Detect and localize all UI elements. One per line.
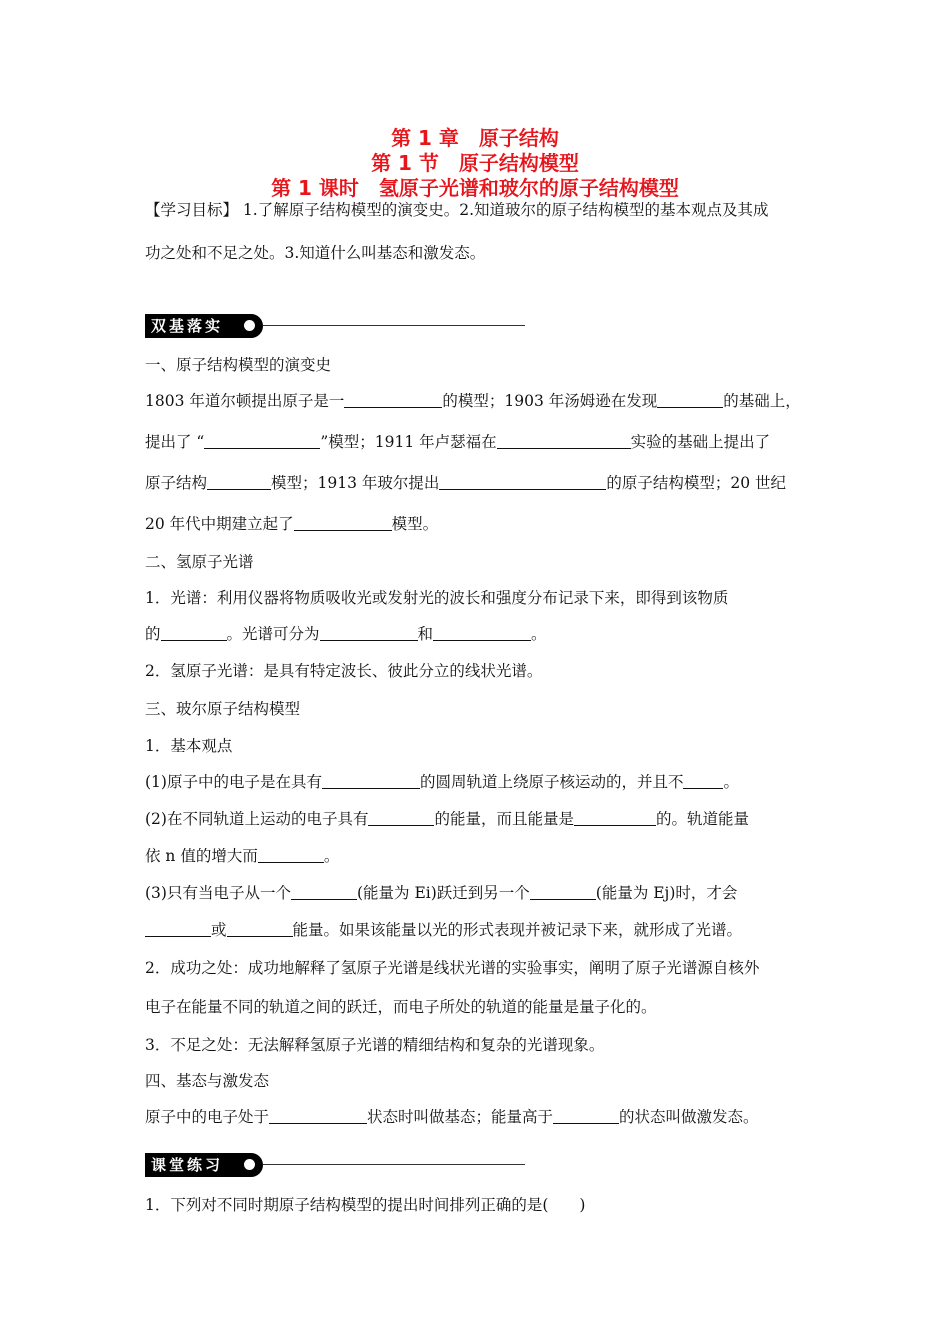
objectives-line-1: 【学习目标】 1.了解原子结构模型的演变史。2.知道玻尔的原子结构模型的基本观点及其成 — [145, 201, 769, 219]
text: 状态时叫做基态；能量高于 — [367, 1108, 554, 1126]
s2-p1-line-1: 1．光谱：利用仪器将物质吸收光或发射光的波长和强度分布记录下来，即得到该物质 — [145, 589, 729, 607]
lesson-title: 第 1 课时 氢原子光谱和玻尔的原子结构模型 — [271, 176, 679, 200]
blank[interactable] — [161, 624, 227, 641]
s3-b-line-1 — [145, 808, 749, 830]
text: ”模型；1911 年卢瑟福在 — [320, 433, 497, 451]
text: 的状态叫做激发态。 — [619, 1108, 759, 1126]
blank[interactable] — [657, 391, 723, 408]
blank[interactable] — [433, 624, 531, 641]
text: 模型；1913 年玻尔提出 — [271, 474, 440, 492]
text: 的原子结构模型；20 世纪 — [606, 474, 787, 492]
s2-p2: 2．氢原子光谱：是具有特定波长、彼此分立的线状光谱。 — [145, 662, 543, 680]
text: 的能量，而且能量是 — [434, 810, 574, 828]
s4-heading: 四、基态与激发态 — [145, 1072, 270, 1090]
s3-heading: 三、玻尔原子结构模型 — [145, 700, 301, 718]
blank[interactable] — [439, 473, 606, 490]
text: 原子结构 — [145, 474, 208, 492]
s3-b-line-2 — [145, 845, 339, 867]
bullet-dot-icon — [244, 320, 255, 331]
text: 的基础上， — [723, 392, 801, 410]
text: 的圆周轨道上绕原子核运动的，并且不 — [419, 773, 684, 791]
text: 。 — [531, 625, 547, 643]
chapter-title: 第 1 章 原子结构 — [391, 126, 559, 150]
text: 和 — [417, 625, 434, 643]
text: 提出了 “ — [145, 433, 205, 451]
text: 能量。如果该能量以光的形式表现并被记录下来，就形成了光谱。 — [292, 921, 743, 939]
s1-line-3 — [145, 472, 786, 494]
text: 或 — [211, 921, 227, 939]
blank[interactable] — [344, 391, 442, 408]
text: 。光谱可分为 — [226, 625, 320, 643]
s1-heading: 一、原子结构模型的演变史 — [145, 356, 332, 374]
text: 的 — [145, 625, 161, 643]
s3-sub1: 1．基本观点 — [145, 737, 233, 755]
bullet-dot-icon — [244, 1159, 255, 1170]
blank[interactable] — [204, 432, 320, 449]
s3-a — [145, 771, 739, 793]
s3-p3: 3．不足之处：无法解释氢原子光谱的精细结构和复杂的光谱现象。 — [145, 1036, 605, 1054]
blank[interactable] — [683, 772, 723, 789]
s1-line-2 — [145, 431, 770, 453]
text: (能量为 Ei)跃迁到另一个 — [356, 884, 530, 902]
text: 的。轨道能量 — [655, 810, 749, 828]
banner-rule — [263, 1164, 525, 1165]
section-title: 第 1 节 原子结构模型 — [371, 151, 579, 175]
blank[interactable] — [294, 514, 392, 531]
text: 20 年代中期建立起了 — [145, 515, 294, 533]
text: 实验的基础上提出了 — [630, 433, 771, 451]
blank[interactable] — [368, 809, 434, 826]
text: 。 — [723, 773, 739, 791]
s2-p1-line-2 — [145, 623, 547, 645]
blank[interactable] — [497, 432, 631, 449]
blank[interactable] — [145, 920, 211, 937]
blank[interactable] — [320, 624, 418, 641]
text: (1)原子中的电子是在具有 — [145, 773, 322, 791]
s4-line — [145, 1106, 759, 1128]
text: (3)只有当电子从一个 — [145, 884, 291, 902]
text: 原子中的电子处于 — [145, 1108, 270, 1126]
blank[interactable] — [207, 473, 271, 490]
blank[interactable] — [227, 920, 293, 937]
text: 模型。 — [391, 515, 439, 533]
blank[interactable] — [258, 846, 324, 863]
text: 的模型；1903 年汤姆逊在发现 — [442, 392, 658, 410]
s3-c-line-1 — [145, 882, 737, 904]
s3-p2-line-2: 电子在能量不同的轨道之间的跃迁，而电子所处的轨道的能量是量子化的。 — [145, 998, 657, 1016]
s2-heading: 二、氢原子光谱 — [145, 553, 254, 571]
text: (能量为 Ej)时，才会 — [595, 884, 738, 902]
text: 1803 年道尔顿提出原子是一 — [145, 392, 345, 410]
practice-q1: 1．下列对不同时期原子结构模型的提出时间排列正确的是( ) — [145, 1196, 586, 1214]
blank[interactable] — [530, 883, 596, 900]
s1-line-1 — [145, 390, 801, 412]
banner-basic-label: 双基落实 — [145, 314, 263, 338]
text: (2)在不同轨道上运动的电子具有 — [145, 810, 369, 828]
blank[interactable] — [291, 883, 357, 900]
text: 。 — [323, 847, 340, 865]
s3-c-line-2 — [145, 919, 742, 941]
text: 依 n 值的增大而 — [145, 847, 258, 865]
objectives-line-2: 功之处和不足之处。3.知道什么叫基态和激发态。 — [145, 244, 486, 262]
banner-rule — [263, 325, 525, 326]
blank[interactable] — [269, 1107, 367, 1124]
blank[interactable] — [574, 809, 656, 826]
blank[interactable] — [553, 1107, 619, 1124]
s3-p2-line-1: 2．成功之处：成功地解释了氢原子光谱是线状光谱的实验事实，阐明了原子光谱源自核外 — [145, 959, 760, 977]
s1-line-4 — [145, 513, 438, 535]
blank[interactable] — [322, 772, 420, 789]
banner-practice-label: 课堂练习 — [145, 1153, 263, 1177]
